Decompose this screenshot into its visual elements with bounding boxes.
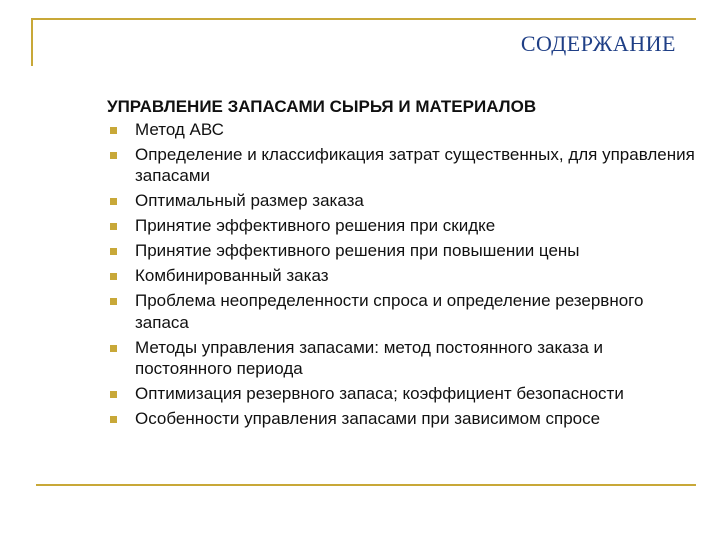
square-bullet-icon (110, 391, 117, 398)
list-item-label: Методы управления запасами: метод постоянного заказа и постоянного периода (135, 337, 604, 378)
square-bullet-icon (110, 248, 117, 255)
list-item (107, 215, 697, 237)
square-bullet-icon (110, 127, 117, 134)
square-bullet-icon (110, 345, 117, 352)
list-item-label: Проблема неопределенности спроса и определение резервного запаса (135, 291, 644, 332)
square-bullet-icon (110, 198, 117, 205)
bullet-list (107, 119, 697, 430)
list-item-label: Оптимизация резервного запаса; коэффициент безопасности (135, 384, 624, 403)
bottom-divider (36, 484, 696, 486)
square-bullet-icon (110, 223, 117, 230)
square-bullet-icon (110, 273, 117, 280)
list-item-label: Определение и классификация затрат существенных, для управления запасами (135, 144, 695, 185)
list-item-label: Принятие эффективного решения при скидке (135, 216, 496, 235)
list-item (107, 337, 697, 380)
list-item (107, 383, 697, 405)
slide-content (107, 96, 697, 433)
square-bullet-icon (110, 152, 117, 159)
square-bullet-icon (110, 298, 117, 305)
list-item-label: Оптимальный размер заказа (135, 191, 364, 210)
list-item-label: Метод АВС (135, 119, 224, 139)
list-item-label: Принятие эффективного решения при повышении цены (135, 241, 580, 260)
list-item (107, 119, 697, 141)
list-item (107, 290, 697, 333)
list-item (107, 144, 697, 187)
section-heading: УПРАВЛЕНИЕ ЗАПАСАМИ СЫРЬЯ И МАТЕРИАЛОВ (107, 97, 537, 116)
slide-title: СОДЕРЖАНИЕ (520, 31, 676, 56)
list-item (107, 265, 697, 287)
frame-top-line (31, 18, 696, 20)
list-item (107, 408, 697, 430)
list-item (107, 240, 697, 262)
frame-left-line (31, 18, 33, 66)
list-item-label: Комбинированный заказ (135, 266, 329, 285)
list-item (107, 190, 697, 212)
square-bullet-icon (110, 416, 117, 423)
list-item-label: Особенности управления запасами при зависимом спросе (135, 409, 601, 428)
